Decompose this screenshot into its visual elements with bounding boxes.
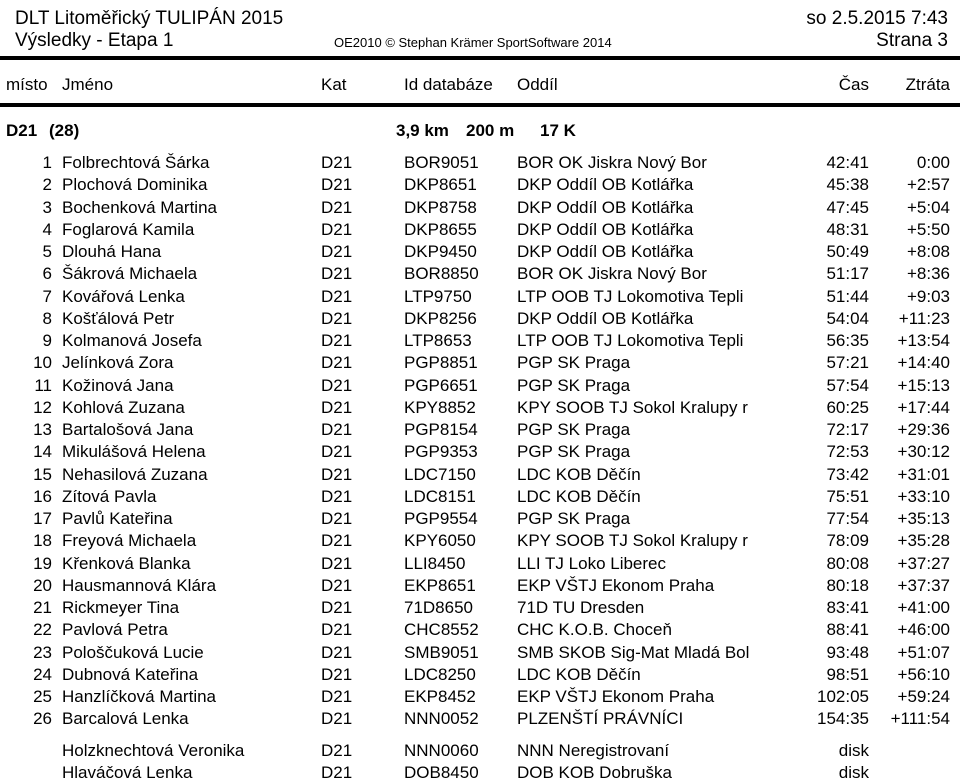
col-name: Jméno [62,75,114,94]
loss-cell: +5:50 [906,219,950,239]
name-cell: Košťálová Petr [62,308,175,328]
loss-cell: +14:40 [897,353,950,373]
header-divider [0,56,960,60]
col-database-id: Id databáze [404,75,493,94]
name-cell: Holzknechtová Veronika [62,741,245,760]
category-cell: D21 [321,687,353,706]
database-id-cell: KPY8852 [404,397,476,417]
rank-cell: 14 [33,442,52,462]
time-cell: 51:44 [826,286,869,306]
category-cell: D21 [321,509,353,528]
name-cell: Hlaváčová Lenka [62,763,193,782]
category-cell: D21 [321,741,353,760]
loss-cell: +35:28 [897,531,950,551]
table-row [0,419,960,441]
rank-cell: 25 [33,687,52,706]
club-cell: KPY SOOB TJ Sokol Kralupy r [517,531,748,551]
club-cell: PGP SK Praga [517,420,631,439]
loss-cell: +35:13 [897,509,950,528]
club-cell: LTP OOB TJ Lokomotiva Tepli [517,331,744,350]
name-cell: Zítová Pavla [62,486,157,506]
table-row [0,664,960,686]
table-row [0,241,960,263]
name-cell: Pavlová Petra [62,620,168,640]
category-cell: D21 [321,264,353,284]
database-id-cell: LTP9750 [404,286,472,306]
name-cell: Mikulášová Helena [62,442,206,462]
database-id-cell: PGP9554 [404,509,478,528]
table-row [0,708,960,730]
table-row [0,508,960,530]
category-name: D21 [6,121,38,140]
category-cell: D21 [321,420,353,439]
event-title: DLT Litoměřický TULIPÁN 2015 [15,8,284,29]
name-cell: Šákrová Michaela [62,264,198,284]
database-id-cell: LLI8450 [404,553,466,573]
database-id-cell: DKP8256 [404,308,477,328]
loss-cell: +33:10 [897,486,950,506]
table-row [0,441,960,463]
rank-cell: 5 [42,242,52,261]
rank-cell: 20 [33,575,52,595]
rank-cell: 17 [33,509,52,528]
name-cell: Kovářová Lenka [62,286,185,306]
rank-cell: 4 [42,219,52,239]
results-stage: Výsledky - Etapa 1 [15,30,174,51]
category-cell: D21 [321,553,353,573]
database-id-cell: PGP6651 [404,375,478,395]
club-cell: DOB KOB Dobruška [517,763,672,782]
loss-cell: +13:54 [897,331,950,350]
category-cell: D21 [321,375,353,395]
category-cell: D21 [321,664,353,684]
club-cell: LDC KOB Děčín [517,464,641,484]
category-cell: D21 [321,308,353,328]
database-id-cell: EKP8651 [404,575,476,595]
rank-cell: 8 [42,308,52,328]
loss-cell: +59:24 [897,687,950,706]
time-cell: 50:49 [826,242,869,261]
name-cell: Jelínková Zora [62,353,174,373]
time-cell: 77:54 [826,509,869,528]
rank-cell: 21 [33,598,52,617]
course-controls: 17 K [540,121,576,140]
rank-cell: 16 [33,486,52,506]
loss-cell: +41:00 [897,598,950,617]
database-id-cell: DKP8758 [404,197,477,217]
time-cell: 88:41 [826,620,869,640]
time-cell: 57:54 [826,375,869,395]
database-id-cell: DOB8450 [404,763,479,782]
category-cell: D21 [321,464,353,484]
database-id-cell: LDC8151 [404,486,476,506]
category-cell: D21 [321,642,353,662]
loss-cell: +17:44 [897,397,950,417]
table-row [0,530,960,552]
time-cell: disk [838,763,869,782]
category-cell: D21 [321,442,353,462]
name-cell: Rickmeyer Tina [62,598,180,617]
club-cell: DKP Oddíl OB Kotlářka [517,308,694,328]
category-cell: D21 [321,397,353,417]
col-loss: Ztráta [905,75,950,94]
table-row [0,575,960,597]
category-cell: D21 [321,598,353,617]
category-cell: D21 [321,286,353,306]
rank-cell: 2 [42,175,52,195]
table-row [0,375,960,397]
category-cell: D21 [321,353,353,373]
database-id-cell: DKP8655 [404,219,477,239]
name-cell: Bochenková Martina [62,197,217,217]
database-id-cell: NNN0060 [404,741,479,760]
name-cell: Kožinová Jana [62,375,174,395]
rank-cell: 18 [33,531,52,551]
database-id-cell: DKP8651 [404,175,477,195]
time-cell: disk [838,741,869,760]
print-datetime: so 2.5.2015 7:43 [806,8,948,29]
time-cell: 60:25 [826,397,869,417]
rank-cell: 13 [33,420,52,439]
rank-cell: 1 [42,153,52,172]
time-cell: 78:09 [826,531,869,551]
table-row [0,174,960,196]
name-cell: Dlouhá Hana [62,242,162,261]
club-cell: SMB SKOB Sig-Mat Mladá Bol [517,642,750,662]
club-cell: PGP SK Praga [517,509,631,528]
loss-cell: +2:57 [906,175,950,195]
club-cell: LDC KOB Děčín [517,664,641,684]
category-cell: D21 [321,763,353,782]
category-cell: D21 [321,219,353,239]
club-cell: KPY SOOB TJ Sokol Kralupy r [517,397,748,417]
category-cell: D21 [321,709,353,729]
name-cell: Kolmanová Josefa [62,331,202,350]
category-cell: D21 [321,531,353,551]
database-id-cell: 71D8650 [404,598,474,617]
time-cell: 83:41 [826,598,869,617]
rank-cell: 26 [33,709,52,729]
col-category: Kat [321,75,347,94]
rank-cell: 12 [33,397,52,417]
table-row [0,486,960,508]
name-cell: Barcalová Lenka [62,709,189,729]
table-row [0,397,960,419]
name-cell: Křenková Blanka [62,553,191,573]
loss-cell: +37:37 [897,575,950,595]
database-id-cell: LTP8653 [404,331,472,350]
category-cell: D21 [321,153,353,172]
loss-cell: +9:03 [906,286,950,306]
time-cell: 56:35 [826,331,869,350]
time-cell: 93:48 [826,642,869,662]
loss-cell: +31:01 [897,464,950,484]
loss-cell: +8:36 [906,264,950,284]
rank-cell: 23 [33,642,52,662]
table-row [0,219,960,241]
loss-cell: +8:08 [906,242,950,261]
category-count: (28) [49,121,80,140]
name-cell: Nehasilová Zuzana [62,464,208,484]
database-id-cell: BOR9051 [404,153,479,172]
table-row [0,308,960,330]
club-cell: PLZENŠTÍ PRÁVNÍCI [517,709,684,729]
table-row [0,352,960,374]
time-cell: 73:42 [826,464,869,484]
database-id-cell: CHC8552 [404,620,479,640]
club-cell: BOR OK Jiskra Nový Bor [517,264,707,284]
name-cell: Dubnová Kateřina [62,664,199,684]
category-cell: D21 [321,575,353,595]
table-row [0,286,960,308]
category-cell: D21 [321,620,353,640]
loss-cell: +51:07 [897,642,950,662]
name-cell: Plochová Dominika [62,175,208,195]
club-cell: CHC K.O.B. Choceň [517,620,672,640]
loss-cell: +56:10 [897,664,950,684]
time-cell: 72:53 [826,442,869,462]
rank-cell: 15 [33,464,52,484]
time-cell: 51:17 [826,264,869,284]
category-cell: D21 [321,197,353,217]
club-cell: DKP Oddíl OB Kotlářka [517,242,694,261]
category-cell: D21 [321,486,353,506]
table-row [0,762,960,784]
col-club: Oddíl [517,75,558,94]
table-row [0,642,960,664]
table-row [0,197,960,219]
time-cell: 80:08 [826,553,869,573]
table-row [0,553,960,575]
loss-cell: +30:12 [897,442,950,462]
club-cell: PGP SK Praga [517,353,631,373]
loss-cell: +5:04 [906,197,950,217]
time-cell: 98:51 [826,664,869,684]
database-id-cell: NNN0052 [404,709,479,729]
loss-cell: +15:13 [897,375,950,395]
club-cell: LTP OOB TJ Lokomotiva Tepli [517,286,744,306]
rank-cell: 24 [33,664,52,684]
loss-cell: +37:27 [897,553,950,573]
club-cell: PGP SK Praga [517,375,631,395]
time-cell: 45:38 [826,175,869,195]
page-number: Strana 3 [876,30,948,51]
table-row [0,597,960,619]
table-row [0,740,960,762]
time-cell: 75:51 [826,486,869,506]
table-row [0,686,960,708]
name-cell: Freyová Michaela [62,531,197,551]
table-row [0,152,960,174]
rank-cell: 22 [33,620,52,640]
category-cell: D21 [321,242,353,261]
database-id-cell: PGP9353 [404,442,478,462]
software-credit: OE2010 © Stephan Krämer SportSoftware 2014 [334,35,612,50]
course-length: 3,9 km [396,121,449,140]
rank-cell: 6 [42,264,52,284]
time-cell: 154:35 [817,709,869,729]
table-row [0,263,960,285]
database-id-cell: LDC7150 [404,464,476,484]
club-cell: DKP Oddíl OB Kotlářka [517,197,694,217]
rank-cell: 3 [42,197,52,217]
name-cell: Pavlů Kateřina [62,509,173,528]
time-cell: 102:05 [817,687,869,706]
loss-cell: +46:00 [897,620,950,640]
database-id-cell: DKP9450 [404,242,477,261]
club-cell: NNN Neregistrovaní [517,741,670,760]
name-cell: Hausmannová Klára [62,575,217,595]
database-id-cell: PGP8851 [404,353,478,373]
time-cell: 57:21 [826,353,869,373]
name-cell: Foglarová Kamila [62,219,195,239]
database-id-cell: PGP8154 [404,420,478,439]
columns-divider [0,103,960,107]
time-cell: 47:45 [826,197,869,217]
table-row [0,619,960,641]
col-time: Čas [838,75,869,94]
rank-cell: 19 [33,553,52,573]
club-cell: DKP Oddíl OB Kotlářka [517,219,694,239]
club-cell: EKP VŠTJ Ekonom Praha [517,575,715,595]
database-id-cell: EKP8452 [404,687,476,706]
course-climb: 200 m [466,121,515,140]
club-cell: LDC KOB Děčín [517,486,641,506]
loss-cell: +11:23 [898,308,950,328]
time-cell: 80:18 [826,575,869,595]
time-cell: 42:41 [826,153,869,172]
database-id-cell: SMB9051 [404,642,479,662]
club-cell: DKP Oddíl OB Kotlářka [517,175,694,195]
table-row [0,464,960,486]
category-cell: D21 [321,331,353,350]
loss-cell: +29:36 [897,420,950,439]
name-cell: Folbrechtová Šárka [62,153,210,172]
club-cell: EKP VŠTJ Ekonom Praha [517,687,715,706]
name-cell: Pološčuková Lucie [62,642,204,662]
database-id-cell: LDC8250 [404,664,476,684]
time-cell: 48:31 [826,219,869,239]
club-cell: BOR OK Jiskra Nový Bor [517,153,707,172]
rank-cell: 11 [34,375,52,395]
loss-cell: 0:00 [916,153,950,172]
category-cell: D21 [321,175,353,195]
name-cell: Kohlová Zuzana [62,397,185,417]
col-place: místo [6,75,48,94]
name-cell: Hanzlíčková Martina [62,687,217,706]
table-row [0,330,960,352]
database-id-cell: KPY6050 [404,531,476,551]
rank-cell: 7 [42,286,52,306]
rank-cell: 10 [33,353,52,373]
name-cell: Bartalošová Jana [62,420,194,439]
time-cell: 72:17 [826,420,869,439]
club-cell: 71D TU Dresden [517,598,645,617]
club-cell: LLI TJ Loko Liberec [517,553,666,573]
time-cell: 54:04 [826,308,869,328]
rank-cell: 9 [42,331,52,350]
club-cell: PGP SK Praga [517,442,631,462]
database-id-cell: BOR8850 [404,264,479,284]
loss-cell: +111:54 [890,709,950,729]
